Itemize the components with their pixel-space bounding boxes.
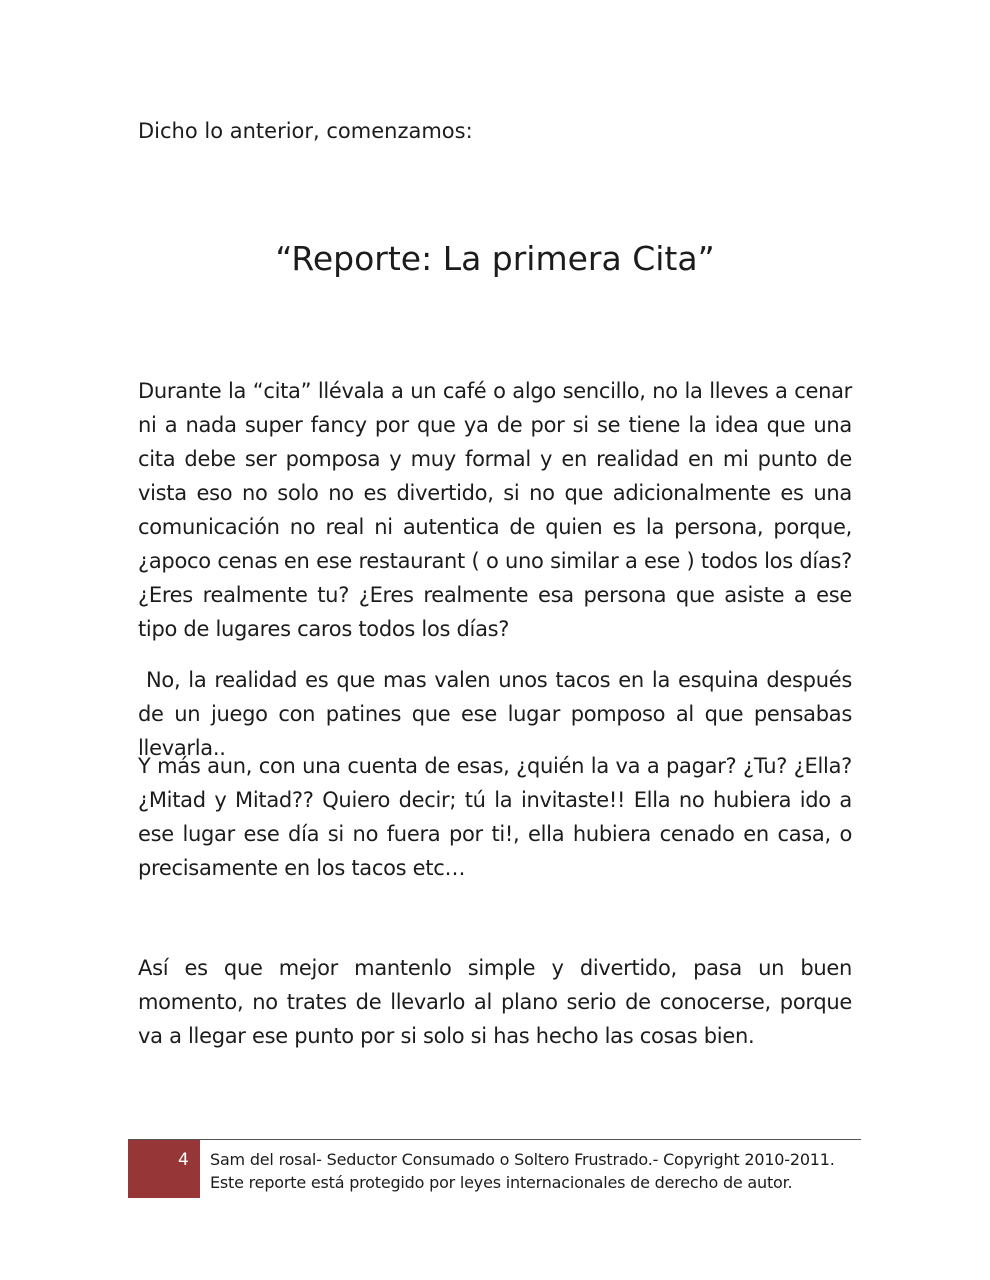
footer-line-1: Sam del rosal- Seductor Consumado o Soltero Frustrado.- Copyright 2010-2011. — [210, 1150, 835, 1169]
footer-line-2: Este reporte está protegido por leyes internacionales de derecho de autor. — [210, 1173, 793, 1192]
intro-line: Dicho lo anterior, comenzamos: — [138, 119, 473, 143]
paragraph-3: Y más aun, con una cuenta de esas, ¿quién la va a pagar? ¿Tu? ¿Ella? ¿Mitad y Mitad?? Quiero decir; tú la invitaste!! Ella no hubiera ido a ese lugar ese día si no fuera por ti!, ella hubiera cenado en casa, o precisamente en los tacos etc… — [138, 754, 852, 880]
footer-copyright — [210, 1148, 860, 1194]
page-title: “Reporte: La primera Cita” — [275, 239, 715, 278]
paragraph-1: Durante la “cita” llévala a un café o algo sencillo, no la lleves a cenar ni a nada super fancy por que ya de por si se tiene la idea que una cita debe ser pomposa y muy formal y en realidad en mi punto de vista eso no solo no es divertido, si no que adicionalmente es una comunicación no real ni autentica de quien es la persona, porque, ¿apoco cenas en ese restaurant ( o uno similar a ese ) todos los días? ¿Eres realmente tu? ¿Eres realmente esa persona que asiste a ese tipo de lugares caros todos los días? — [138, 379, 852, 641]
paragraph-2: No, la realidad es que mas valen unos tacos en la esquina después de un juego con patines que ese lugar pomposo al que pensabas llevarla.. — [138, 668, 859, 760]
paragraph-4: Así es que mejor mantenlo simple y divertido, pasa un buen momento, no trates de llevarlo al plano serio de conocerse, porque va a llegar ese punto por si solo si has hecho las cosas bien. — [138, 956, 852, 1048]
footer-divider — [128, 1139, 861, 1140]
footer-page-box — [128, 1140, 200, 1198]
page-number: 4 — [178, 1150, 189, 1170]
